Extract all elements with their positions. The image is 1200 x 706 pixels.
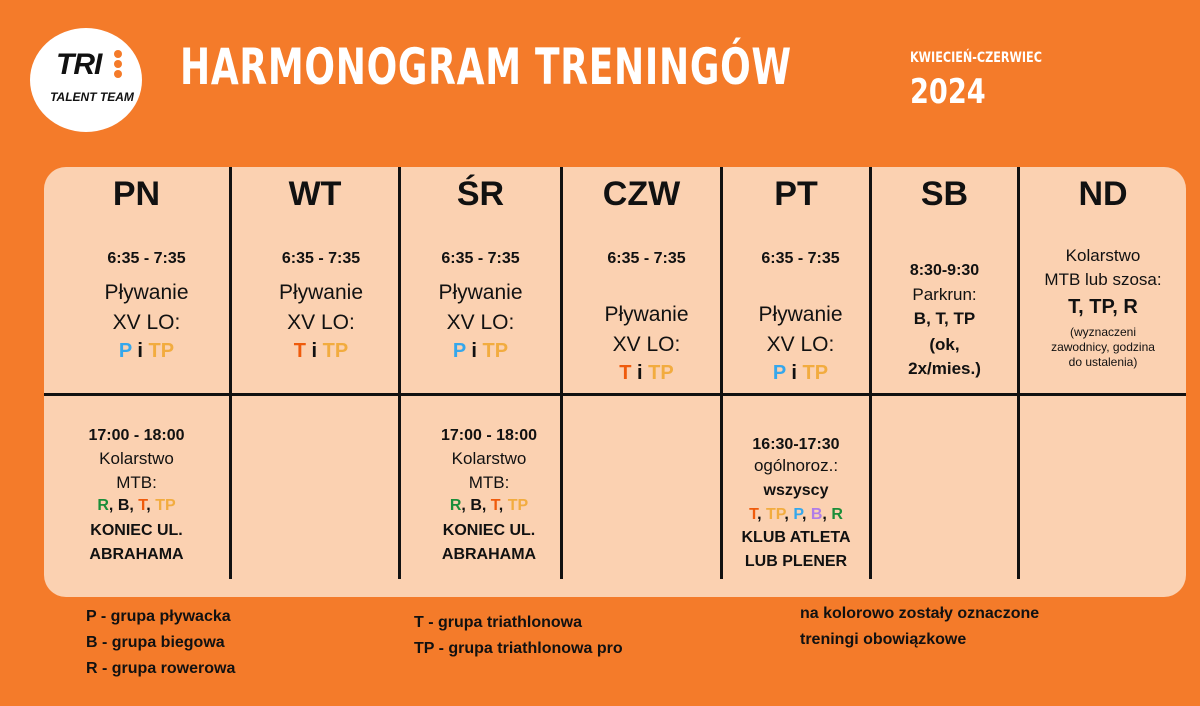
- legend-item: B - grupa biegowa: [86, 634, 225, 651]
- time: 6:35 - 7:35: [761, 250, 840, 267]
- group-sep: ,: [757, 506, 762, 523]
- group-code: TP: [766, 506, 785, 523]
- location: XV LO:: [112, 311, 181, 334]
- groups: [723, 504, 869, 526]
- time: 6:35 - 7:35: [281, 250, 361, 267]
- group-sep: i: [137, 340, 143, 362]
- cell-pn-morning: [44, 250, 249, 363]
- place: KLUB ATLETA: [741, 529, 851, 546]
- logo-dots-icon: [114, 50, 124, 80]
- activity: Kolarstwo: [99, 449, 174, 468]
- group-code: T: [490, 497, 499, 514]
- group-sep: ,: [146, 497, 151, 514]
- group-sep: ,: [784, 506, 789, 523]
- legend-item: R - grupa rowerowa: [86, 660, 236, 677]
- group-code: TP: [802, 362, 829, 384]
- activity-sub: MTB:: [468, 473, 510, 492]
- group-code: B: [117, 497, 130, 514]
- note: (ok,: [929, 335, 960, 354]
- row-divider: [44, 393, 1186, 396]
- groups: [232, 340, 410, 363]
- logo: [30, 28, 142, 132]
- day-header: ND: [1078, 175, 1128, 213]
- groups: [44, 495, 229, 517]
- activity: Pływanie: [604, 303, 689, 326]
- who: wszyscy: [763, 482, 829, 499]
- location: XV LO:: [287, 311, 355, 334]
- group-code: TP: [322, 340, 349, 362]
- group-code: P: [118, 340, 132, 362]
- group-sep: i: [471, 340, 477, 362]
- cell-pn-evening: [44, 427, 229, 567]
- group-sep: ,: [822, 506, 827, 523]
- legend-groups-2: [414, 610, 623, 662]
- group-code: R: [97, 497, 109, 514]
- groups: T, TP, R: [1068, 296, 1138, 318]
- cell-pt-morning: [723, 250, 878, 385]
- group-code: TP: [155, 497, 176, 514]
- cell-pt-evening: [723, 436, 869, 574]
- groups: [401, 495, 577, 517]
- time: 17:00 - 18:00: [440, 427, 538, 444]
- group-sep: i: [311, 340, 318, 362]
- group-sep: ,: [498, 497, 504, 514]
- cell-sr-morning: [401, 250, 560, 363]
- note: 2x/mies.): [908, 359, 981, 378]
- day-header: CZW: [602, 175, 681, 213]
- group-sep: ,: [108, 497, 114, 514]
- time: 6:35 - 7:35: [107, 250, 186, 267]
- group-sep: ,: [801, 506, 807, 523]
- group-code: P: [793, 506, 802, 523]
- place: ABRAHAMA: [441, 546, 537, 563]
- group-sep: ,: [129, 497, 134, 514]
- period: KWIECIEŃ-CZERWIEC: [910, 50, 1042, 66]
- group-code: TP: [482, 340, 509, 362]
- activity: Pływanie: [278, 281, 364, 304]
- note: do ustalenia): [1068, 355, 1138, 369]
- time: 6:35 - 7:35: [441, 250, 520, 267]
- time: 17:00 - 18:00: [88, 427, 185, 444]
- day-header: PT: [774, 175, 818, 213]
- groups: [401, 340, 560, 363]
- group-code: T: [293, 340, 306, 362]
- groups: B, T, TP: [913, 309, 976, 328]
- group-code: B: [470, 497, 482, 514]
- location: XV LO:: [446, 311, 515, 334]
- logo-tri: TRI: [56, 48, 102, 81]
- groups: [44, 340, 249, 363]
- legend-item: treningi obowiązkowe: [800, 631, 967, 648]
- group-code: T: [619, 362, 632, 384]
- divider: [229, 167, 232, 579]
- location: XV LO:: [612, 333, 681, 356]
- year: 2024: [910, 72, 986, 112]
- cell-sr-evening: [401, 427, 577, 567]
- day-header: ŚR: [456, 175, 505, 213]
- note: zawodnicy, godzina: [1051, 340, 1155, 354]
- activity: Kolarstwo: [451, 449, 527, 468]
- time: 8:30-9:30: [909, 262, 980, 279]
- groups: [563, 362, 730, 385]
- time: 6:35 - 7:35: [607, 250, 686, 267]
- legend-groups-1: [86, 604, 235, 682]
- activity: Parkrun:: [912, 285, 977, 304]
- day-header: PN: [112, 175, 161, 213]
- group-code: T: [138, 497, 147, 514]
- group-code: TP: [648, 362, 674, 384]
- place: KONIEC UL.: [90, 522, 183, 539]
- place: KONIEC UL.: [442, 522, 536, 539]
- group-sep: ,: [481, 497, 487, 514]
- activity-sub: MTB lub szosa:: [1044, 270, 1162, 289]
- activity: Kolarstwo: [1065, 246, 1141, 265]
- page-title: HARMONOGRAM TRENINGÓW: [180, 38, 792, 96]
- group-sep: i: [637, 362, 643, 384]
- group-code: TP: [148, 340, 175, 362]
- cell-sb-morning: [872, 262, 1017, 381]
- legend-item: T - grupa triathlonowa: [414, 614, 582, 631]
- group-code: TP: [507, 497, 529, 514]
- activity-sub: MTB:: [116, 473, 157, 492]
- place: LUB PLENER: [744, 553, 848, 570]
- group-code: P: [452, 340, 466, 362]
- activity: Pływanie: [438, 281, 523, 304]
- day-header: WT: [288, 175, 342, 213]
- cell-wt-morning: [232, 250, 410, 363]
- logo-sub: TALENT TEAM: [50, 90, 134, 104]
- activity: ogólnoroz.:: [753, 456, 839, 475]
- note: (wyznaczeni: [1069, 325, 1137, 339]
- group-code: R: [831, 506, 843, 523]
- groups: [723, 362, 878, 385]
- legend-item: TP - grupa triathlonowa pro: [414, 640, 623, 657]
- group-code: B: [810, 506, 823, 523]
- day-header: SB: [920, 175, 969, 213]
- activity: Pływanie: [104, 281, 189, 304]
- group-sep: i: [791, 362, 797, 384]
- activity: Pływanie: [758, 303, 843, 326]
- legend-note: [800, 601, 1039, 653]
- divider: [1017, 167, 1020, 579]
- place: ABRAHAMA: [89, 546, 184, 563]
- legend-item: na kolorowo zostały oznaczone: [800, 605, 1040, 622]
- legend-item: P - grupa pływacka: [86, 608, 231, 625]
- cell-nd-morning: [1020, 244, 1186, 370]
- group-code: P: [772, 362, 786, 384]
- time: 16:30-17:30: [752, 436, 840, 453]
- group-sep: ,: [461, 497, 466, 514]
- location: XV LO:: [766, 333, 835, 356]
- group-code: T: [749, 506, 758, 523]
- cell-czw-morning: [563, 250, 730, 385]
- group-code: R: [449, 497, 462, 514]
